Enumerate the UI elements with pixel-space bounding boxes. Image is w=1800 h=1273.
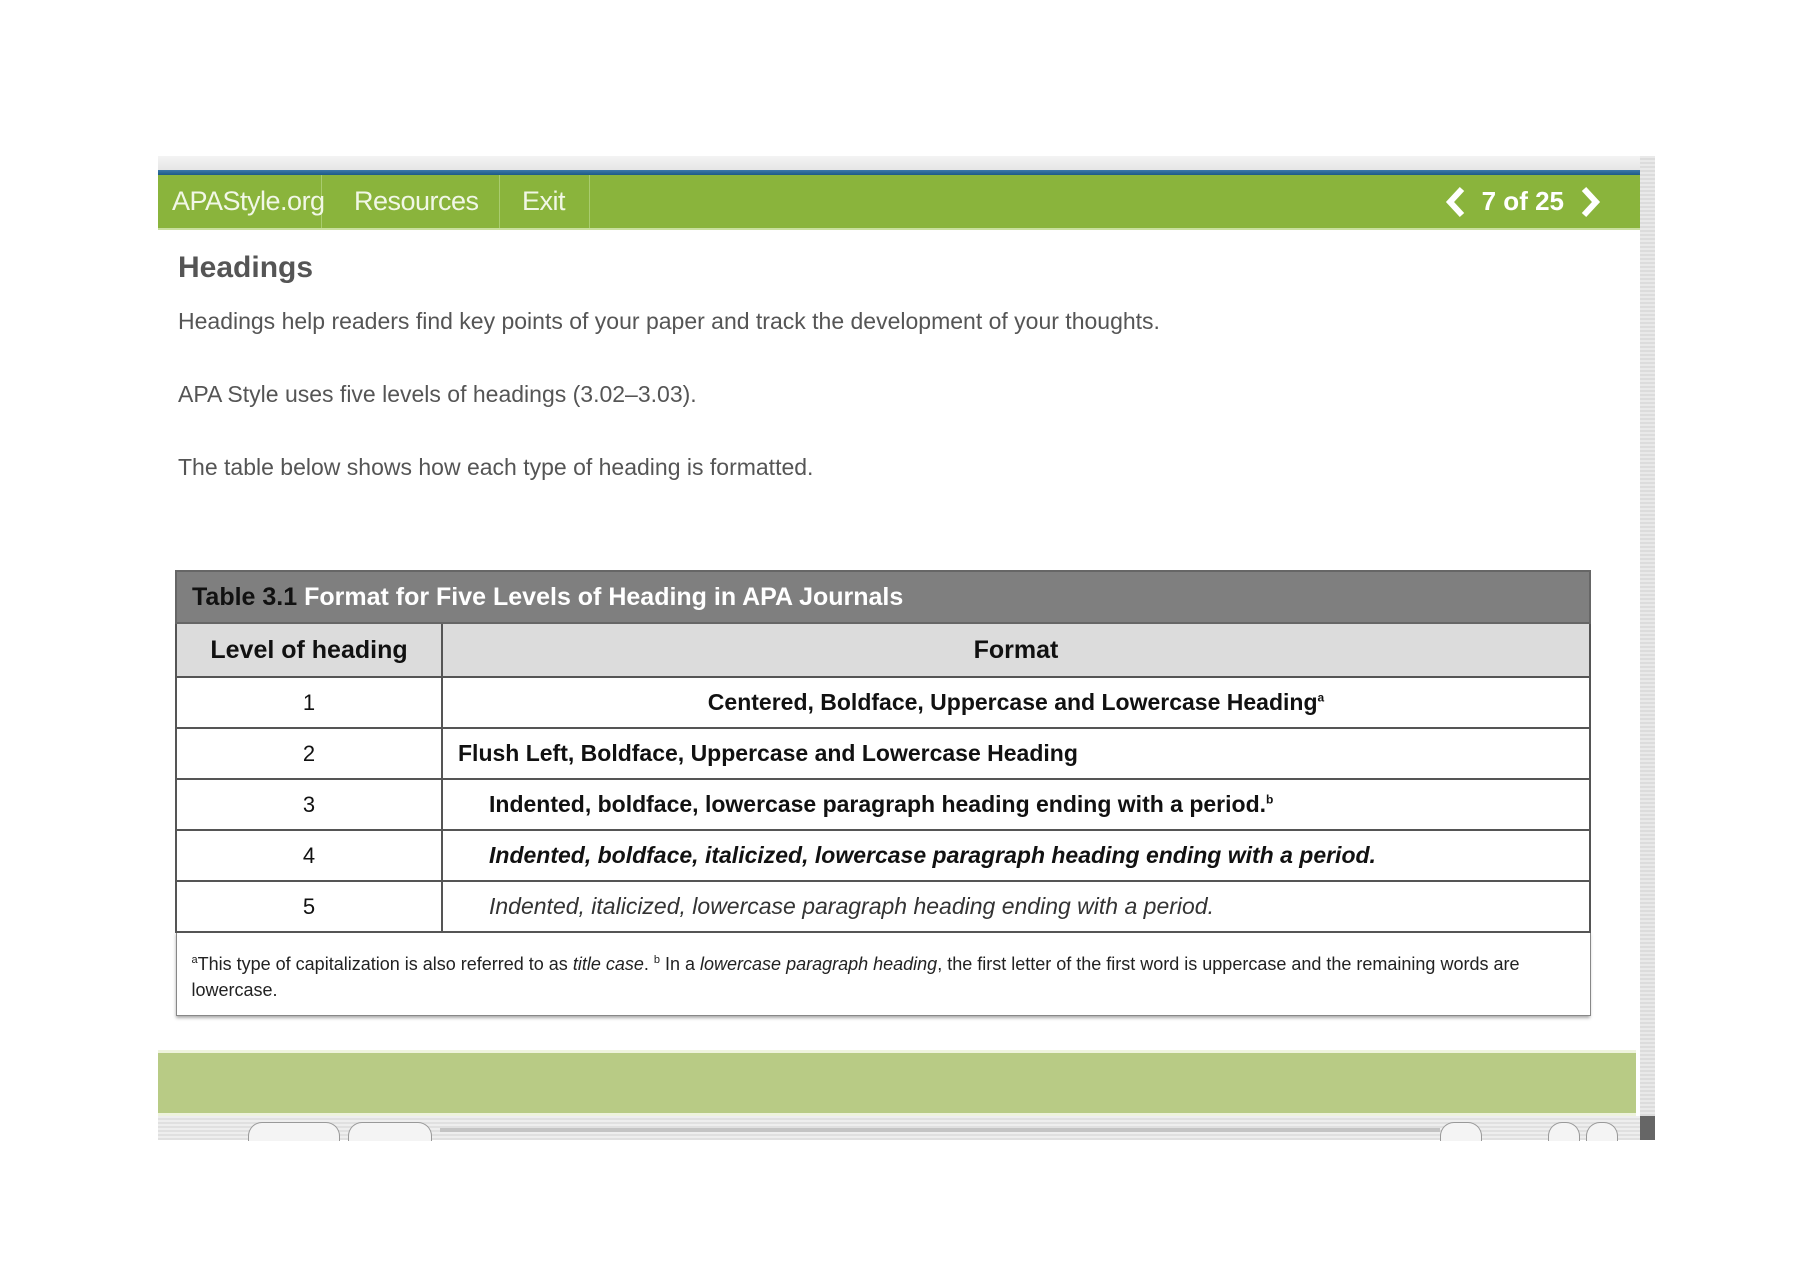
top-nav-bar xyxy=(158,175,1640,230)
table-footnote-row xyxy=(176,932,1590,1016)
format-cell xyxy=(442,779,1590,830)
bottom-green-bar xyxy=(158,1050,1636,1116)
settings-button[interactable] xyxy=(1548,1122,1580,1141)
nav-apastyle-link[interactable]: APAStyle.org xyxy=(150,175,322,228)
footnote-b-marker: b xyxy=(653,954,660,966)
page-counter: 7 of 25 xyxy=(1481,186,1564,216)
footnote-b-text: In a xyxy=(660,954,701,974)
progress-slider[interactable] xyxy=(440,1128,1440,1132)
page-navigator xyxy=(1444,175,1602,228)
table-row xyxy=(176,881,1590,932)
play-button[interactable] xyxy=(248,1122,340,1141)
level-cell: 4 xyxy=(176,830,442,881)
format-text: Indented, boldface, lowercase paragraph heading ending with a period. xyxy=(489,791,1267,817)
table-title: Format for Five Levels of Heading in APA Journals xyxy=(304,582,904,611)
nav-resources-link[interactable]: Resources xyxy=(332,175,500,228)
footnote-a-end: . xyxy=(643,954,654,974)
format-text: Centered, Boldface, Uppercase and Lowercase Heading xyxy=(707,689,1318,715)
footnote-marker: a xyxy=(1317,690,1325,705)
footnote-a-text: This type of capitalization is also referred to as xyxy=(197,954,573,974)
footnote-marker: b xyxy=(1266,792,1274,807)
table-row xyxy=(176,830,1590,881)
level-cell: 5 xyxy=(176,881,442,932)
footnote-b-term: lowercase paragraph heading xyxy=(700,954,938,974)
column-header-level: Level of heading xyxy=(176,623,442,677)
format-cell: Flush Left, Boldface, Uppercase and Lowercase Heading xyxy=(442,728,1590,779)
player-controls-bar xyxy=(158,1116,1640,1140)
footnote-a-marker: a xyxy=(191,954,198,966)
format-cell: Indented, boldface, italicized, lowercase paragraph heading ending with a period. xyxy=(442,830,1590,881)
format-cell: Indented, italicized, lowercase paragraph heading ending with a period. xyxy=(442,881,1590,932)
column-header-format: Format xyxy=(442,623,1590,677)
vertical-scrollbar[interactable] xyxy=(1640,156,1655,1140)
table-row xyxy=(176,779,1590,830)
table-row xyxy=(176,728,1590,779)
level-cell: 1 xyxy=(176,677,442,728)
fullscreen-button[interactable] xyxy=(1586,1122,1618,1141)
table-row xyxy=(176,677,1590,728)
level-cell: 3 xyxy=(176,779,442,830)
window-top-edge xyxy=(158,156,1640,170)
footnote-a-term: title case xyxy=(572,954,644,974)
levels-paragraph: APA Style uses five levels of headings (3.02–3.03). xyxy=(178,381,697,407)
level-cell: 2 xyxy=(176,728,442,779)
table-caption-row xyxy=(176,571,1590,623)
table-footnote xyxy=(176,932,1590,1016)
heading-format-table xyxy=(175,570,1591,1016)
next-page-icon[interactable] xyxy=(1578,186,1602,218)
table-header-row xyxy=(176,623,1590,677)
intro-paragraph: Headings help readers find key points of your paper and track the development of your thoughts. xyxy=(178,308,1160,334)
rewind-button[interactable] xyxy=(348,1122,432,1141)
page-title: Headings xyxy=(178,251,314,284)
table-intro-paragraph: The table below shows how each type of heading is formatted. xyxy=(178,454,814,480)
nav-exit-link[interactable]: Exit xyxy=(500,175,590,228)
previous-page-icon[interactable] xyxy=(1444,186,1468,218)
volume-button[interactable] xyxy=(1440,1122,1482,1141)
format-cell xyxy=(442,677,1590,728)
footnote-b-end: , the first letter of the first word is uppercase and the remaining words are lowercase. xyxy=(191,954,1520,1000)
table-number: Table 3.1 xyxy=(192,582,298,611)
course-window xyxy=(158,156,1655,1140)
scrollbar-thumb[interactable] xyxy=(1640,1116,1655,1140)
